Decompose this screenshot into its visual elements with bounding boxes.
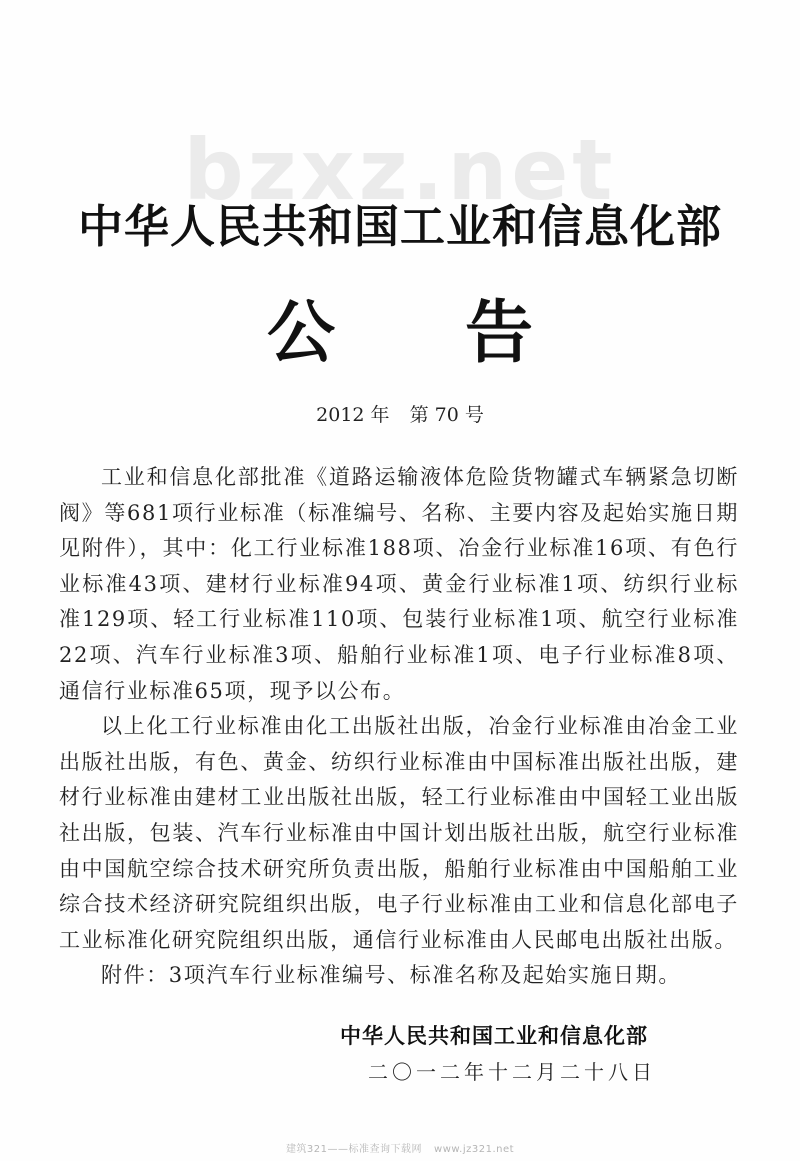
watermark: bzxz.net — [183, 121, 617, 219]
announcement-year: 2012 年 — [316, 404, 390, 426]
signature-date: 二〇一二年十二月二十八日 — [368, 1060, 656, 1084]
body-paragraph-attachment: 附件：3项汽车行业标准编号、标准名称及起始实施日期。 — [101, 963, 681, 988]
ministry-title: 中华人民共和国工业和信息化部 — [77, 200, 722, 253]
footer-url: www.jz321.net — [434, 1144, 515, 1155]
body-paragraph-2: 以上化工行业标准由化工出版社出版，冶金行业标准由冶金工业出版社出版，有色、黄金、纺织行业标准由中国标准出版社出版，建材行业标准由建材工业出版社出版，轻工行业标准由中国轻工业出版社出版，包装、汽车行业标准由中国计划出版社出版，航空行业标准由中国航空综合技术研究所负责出版，船舶行业标准由中国船舶工业综合技术经济研究院组织出版，电子行业标准由工业和信息化部电子工业标准化研究院组织出版，通信行业标准由人民邮电出版社出版。 — [59, 714, 739, 952]
signature-org: 中华人民共和国工业和信息化部 — [340, 1024, 648, 1048]
announcement-number — [0, 406, 800, 425]
footer-site: 建筑321——标准查询下载网 — [285, 1144, 423, 1155]
page-footer — [0, 1140, 800, 1155]
notice-title: 公告 — [266, 294, 663, 373]
announcement-body — [59, 460, 739, 994]
announcement-issue: 第 70 号 — [409, 404, 484, 426]
body-paragraph-1: 工业和信息化部批准《道路运输液体危险货物罐式车辆紧急切断阀》等681项行业标准（标准编号、名称、主要内容及起始实施日期见附件），其中：化工行业标准188项、冶金行业标准16项、有色行业标准43项、建材行业标准94项、黄金行业标准1项、纺织行业标准129项、轻工行业标准110项、包装行业标准1项、航空行业标准22项、汽车行业标准3项、船舶行业标准1项、电子行业标准8项、通信行业标准65项，现予以公布。 — [59, 465, 739, 703]
